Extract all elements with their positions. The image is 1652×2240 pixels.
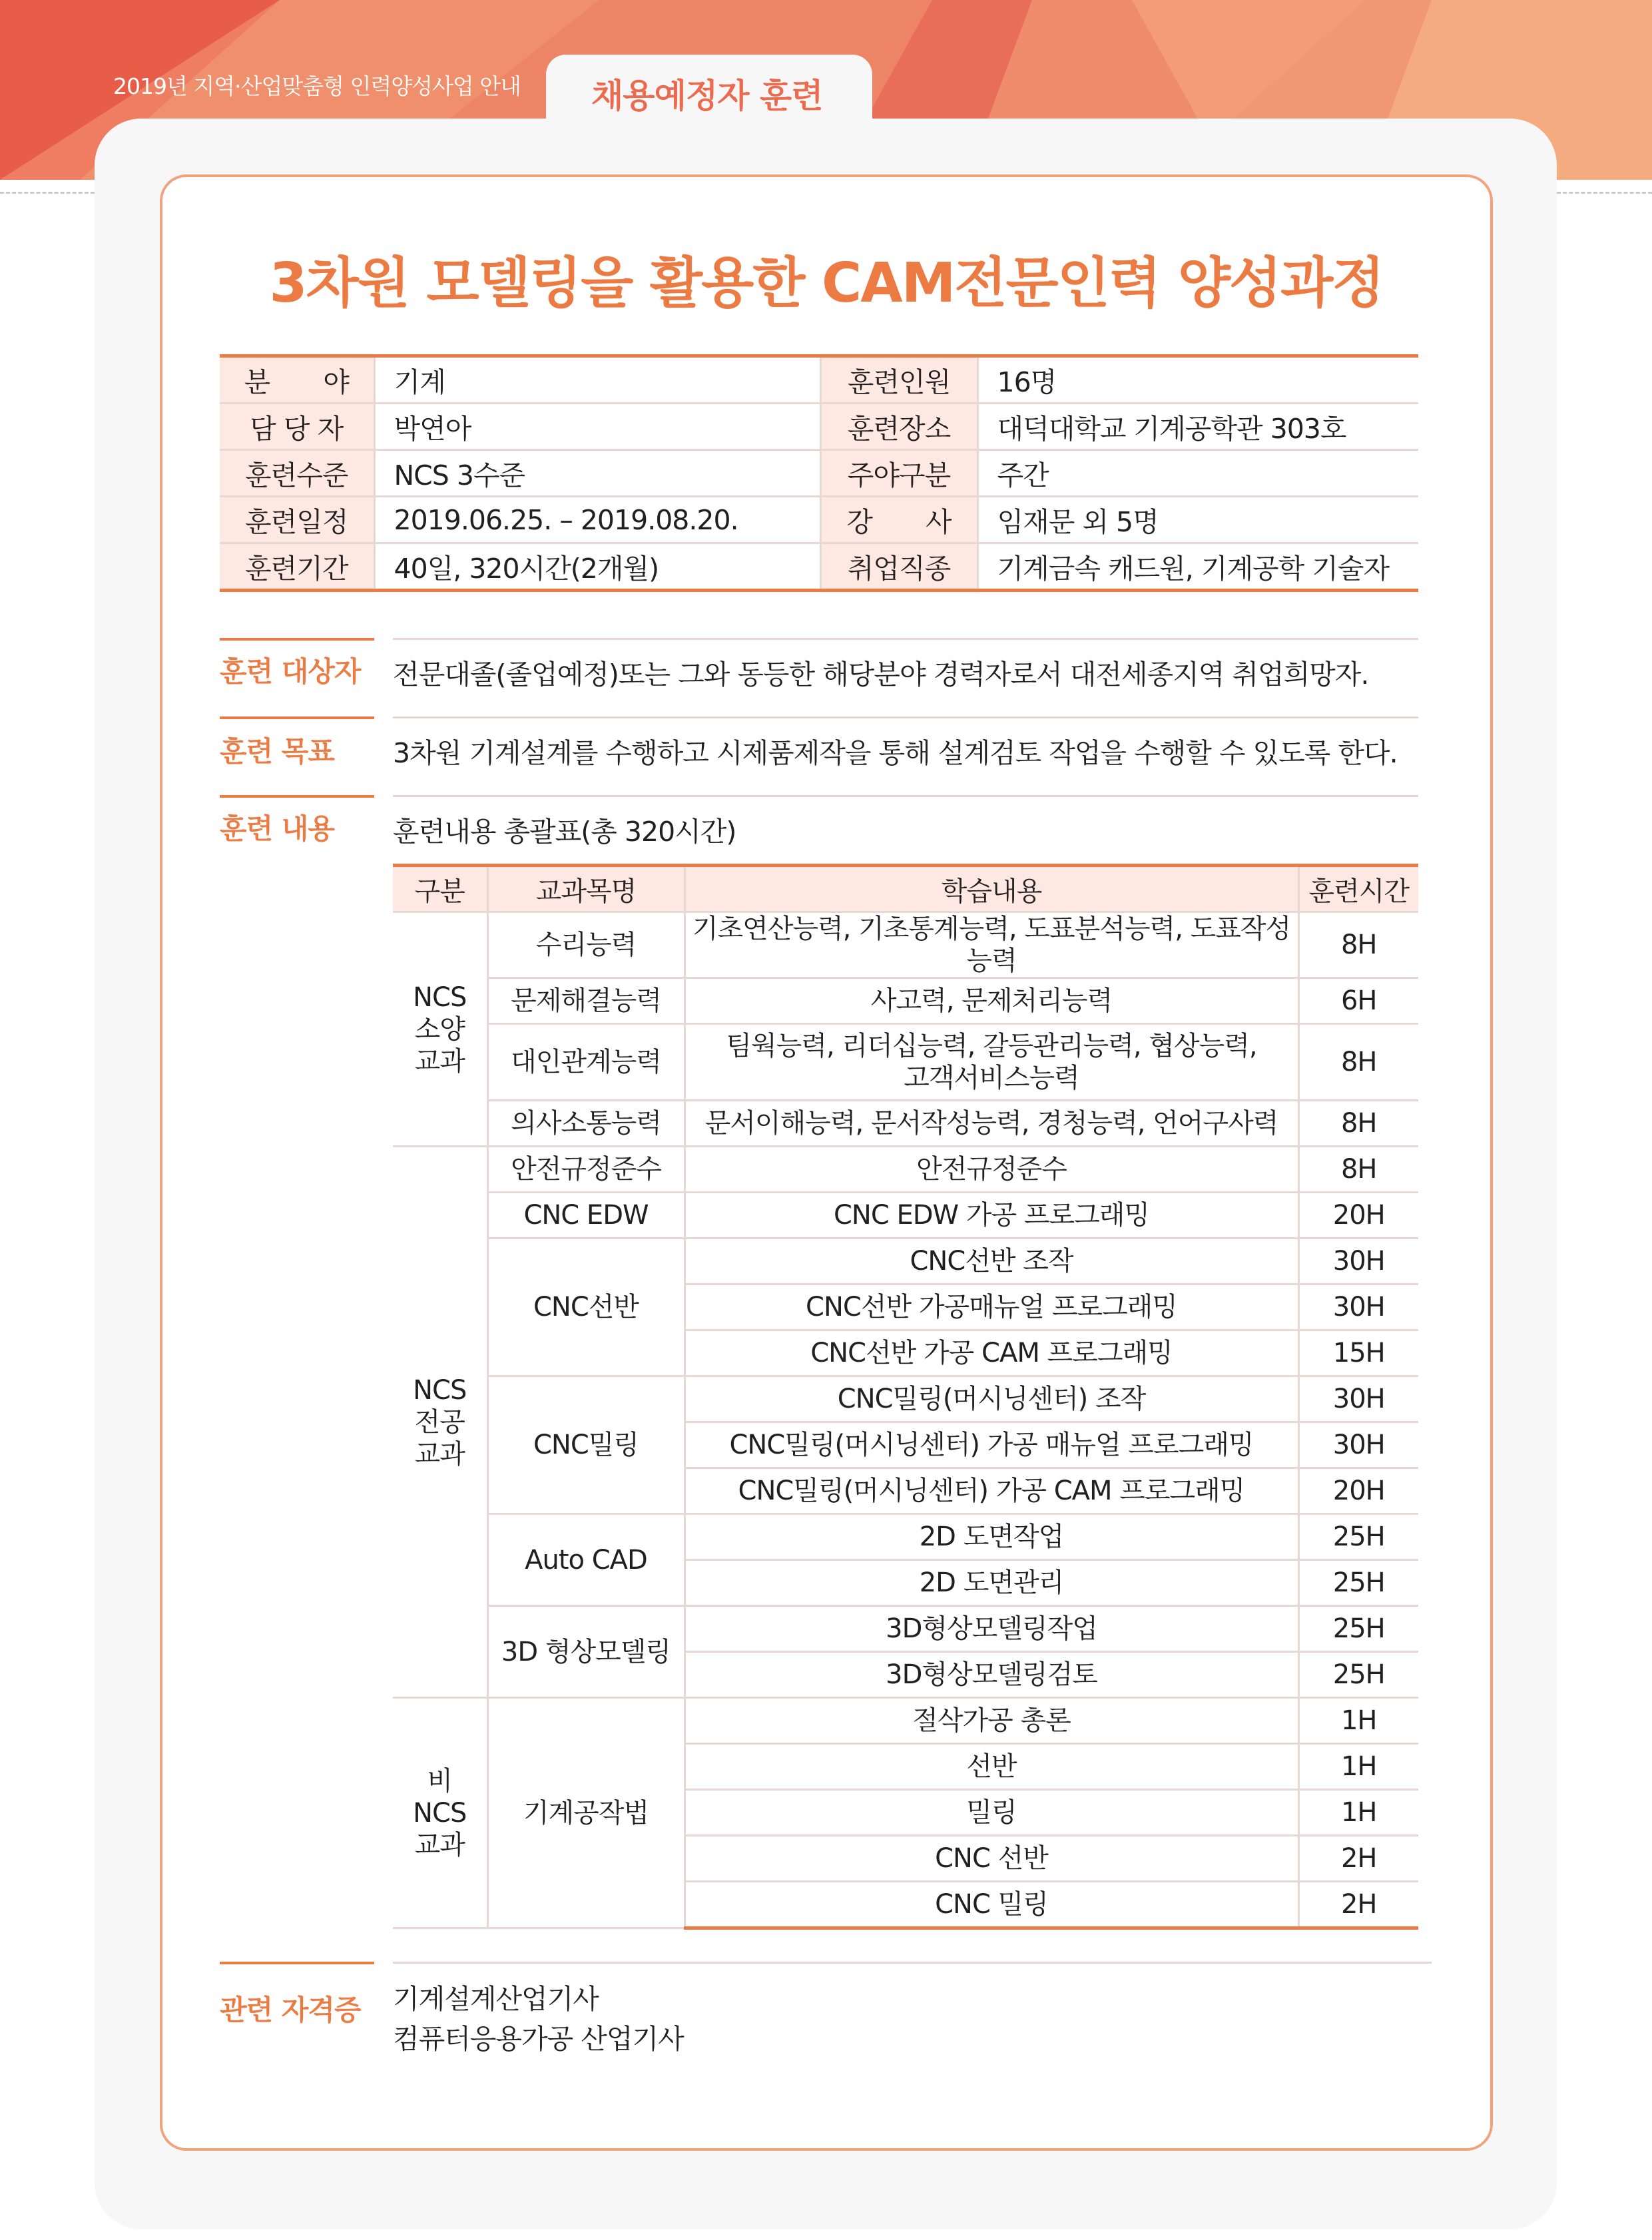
- subject-cell: CNC선반: [487, 1239, 685, 1376]
- info-label: 훈련인원: [820, 356, 977, 404]
- content-cell: 절삭가공 총론: [685, 1698, 1298, 1744]
- section-rule: [393, 795, 1418, 797]
- hours-cell: 25H: [1298, 1514, 1418, 1560]
- hours-cell: 1H: [1298, 1698, 1418, 1744]
- hours-cell: 30H: [1298, 1422, 1418, 1468]
- info-label: 훈련장소: [820, 404, 977, 450]
- hours-cell: 25H: [1298, 1652, 1418, 1698]
- info-value: 임재문 외 5명: [977, 497, 1418, 543]
- hours-cell: 30H: [1298, 1284, 1418, 1330]
- info-label: 훈련기간: [220, 543, 374, 591]
- hours-cell: 8H: [1298, 912, 1418, 978]
- hours-cell: 30H: [1298, 1376, 1418, 1422]
- target-text: 전문대졸(졸업예정)또는 그와 동등한 해당분야 경력자로서 대전세종지역 취업희망자.: [393, 659, 1369, 691]
- program-name: 2019년 지역·산업맞춤형 인력양성사업 안내: [113, 73, 521, 99]
- section-divider: [220, 795, 374, 798]
- content-text: 훈련내용 총괄표(총 320시간): [393, 816, 736, 848]
- group-label: NCS 소양 교과: [393, 912, 487, 1147]
- info-label: 취업직종: [820, 543, 977, 591]
- content-cell: 기초연산능력, 기초통계능력, 도표분석능력, 도표작성능력: [685, 912, 1298, 978]
- header-tab-label: 채용예정자 훈련: [591, 77, 823, 115]
- content-cell: CNC 밀링: [685, 1882, 1298, 1928]
- certs-label: 관련 자격증: [220, 1994, 361, 2026]
- hours-cell: 15H: [1298, 1330, 1418, 1376]
- content-label: 훈련 내용: [220, 812, 334, 845]
- section-rule: [393, 638, 1418, 640]
- info-row: [220, 497, 1418, 543]
- info-row: [220, 404, 1418, 450]
- target-label: 훈련 대상자: [220, 655, 361, 688]
- section-rule: [393, 1962, 1432, 1964]
- dashed-line-right: [1557, 192, 1652, 194]
- content-cell: 3D형상모델링작업: [685, 1606, 1298, 1652]
- info-row: [220, 543, 1418, 591]
- hours-cell: 2H: [1298, 1836, 1418, 1882]
- subject-cell: CNC EDW: [487, 1193, 685, 1239]
- header-category: 구분: [393, 866, 487, 912]
- info-value: 대덕대학교 기계공학관 303호: [977, 404, 1418, 450]
- subject-cell: CNC밀링: [487, 1376, 685, 1514]
- group-label: 비 NCS 교과: [393, 1698, 487, 1928]
- content-cell: CNC밀링(머시닝센터) 가공 매뉴얼 프로그래밍: [685, 1422, 1298, 1468]
- info-value: 주간: [977, 450, 1418, 497]
- info-label: 주야구분: [820, 450, 977, 497]
- info-value: 40일, 320시간(2개월): [374, 543, 820, 591]
- content-cell: 밀링: [685, 1790, 1298, 1836]
- course-title: 3차원 모델링을 활용한 CAM전문인력 양성과정: [269, 252, 1384, 315]
- info-label: 강 사: [820, 497, 977, 543]
- info-value: 2019.06.25. – 2019.08.20.: [374, 497, 820, 543]
- hours-cell: 20H: [1298, 1468, 1418, 1514]
- subject-cell: Auto CAD: [487, 1514, 685, 1606]
- info-value: 기계금속 캐드원, 기계공학 기술자: [977, 543, 1418, 591]
- section-divider: [220, 638, 374, 641]
- cert-item: 컴퓨터응용가공 산업기사: [393, 2023, 684, 2055]
- goal-text: 3차원 기계설계를 수행하고 시제품제작을 통해 설계검토 작업을 수행할 수 있도록 한다.: [393, 737, 1398, 769]
- info-value: NCS 3수준: [374, 450, 820, 497]
- content-cell: 사고력, 문제처리능력: [685, 978, 1298, 1024]
- content-cell: CNC선반 조작: [685, 1239, 1298, 1284]
- content-cell: CNC선반 가공매뉴얼 프로그래밍: [685, 1284, 1298, 1330]
- hours-cell: 8H: [1298, 1147, 1418, 1193]
- info-label: 분 야: [220, 356, 374, 404]
- hours-cell: 6H: [1298, 978, 1418, 1024]
- content-cell: CNC 선반: [685, 1836, 1298, 1882]
- hours-cell: 25H: [1298, 1560, 1418, 1606]
- info-label: 훈련일정: [220, 497, 374, 543]
- subject-cell: 문제해결능력: [487, 978, 685, 1024]
- content-cell: CNC선반 가공 CAM 프로그래밍: [685, 1330, 1298, 1376]
- subject-cell: 의사소통능력: [487, 1101, 685, 1147]
- info-value: 박연아: [374, 404, 820, 450]
- header-subject: 교과목명: [487, 866, 685, 912]
- hours-cell: 8H: [1298, 1024, 1418, 1101]
- cert-item: 기계설계산업기사: [393, 1983, 599, 2015]
- content-cell: 선반: [685, 1744, 1298, 1790]
- certs-list: [393, 1979, 684, 2059]
- header-content: 학습내용: [685, 866, 1298, 912]
- content-cell: CNC밀링(머시닝센터) 가공 CAM 프로그래밍: [685, 1468, 1298, 1514]
- info-row: [220, 356, 1418, 404]
- info-row: [220, 450, 1418, 497]
- dashed-line-left: [0, 192, 95, 194]
- info-label: 훈련수준: [220, 450, 374, 497]
- content-cell: 2D 도면관리: [685, 1560, 1298, 1606]
- hours-cell: 20H: [1298, 1193, 1418, 1239]
- curriculum-table: [393, 864, 1418, 1930]
- hours-cell: 2H: [1298, 1882, 1418, 1928]
- content-cell: CNC밀링(머시닝센터) 조작: [685, 1376, 1298, 1422]
- subject-cell: 대인관계능력: [487, 1024, 685, 1101]
- header-hours: 훈련시간: [1298, 866, 1418, 912]
- goal-label: 훈련 목표: [220, 735, 334, 768]
- subject-cell: 수리능력: [487, 912, 685, 978]
- section-divider: [220, 716, 374, 719]
- group-label: NCS 전공 교과: [393, 1147, 487, 1698]
- info-table: [220, 354, 1418, 592]
- subject-cell: 기계공작법: [487, 1698, 685, 1928]
- hours-cell: 25H: [1298, 1606, 1418, 1652]
- section-rule: [393, 716, 1418, 718]
- info-label: 담 당 자: [220, 404, 374, 450]
- subject-cell: 3D 형상모델링: [487, 1606, 685, 1698]
- content-cell: 팀웍능력, 리더십능력, 갈등관리능력, 협상능력, 고객서비스능력: [685, 1024, 1298, 1101]
- subject-cell: 안전규정준수: [487, 1147, 685, 1193]
- hours-cell: 1H: [1298, 1790, 1418, 1836]
- hours-cell: 1H: [1298, 1744, 1418, 1790]
- content-cell: 2D 도면작업: [685, 1514, 1298, 1560]
- content-cell: 3D형상모델링검토: [685, 1652, 1298, 1698]
- hours-cell: 8H: [1298, 1101, 1418, 1147]
- content-cell: CNC EDW 가공 프로그래밍: [685, 1193, 1298, 1239]
- info-value: 기계: [374, 356, 820, 404]
- section-divider: [220, 1962, 374, 1964]
- content-cell: 문서이해능력, 문서작성능력, 경청능력, 언어구사력: [685, 1101, 1298, 1147]
- content-cell: 안전규정준수: [685, 1147, 1298, 1193]
- info-value: 16명: [977, 356, 1418, 404]
- hours-cell: 30H: [1298, 1239, 1418, 1284]
